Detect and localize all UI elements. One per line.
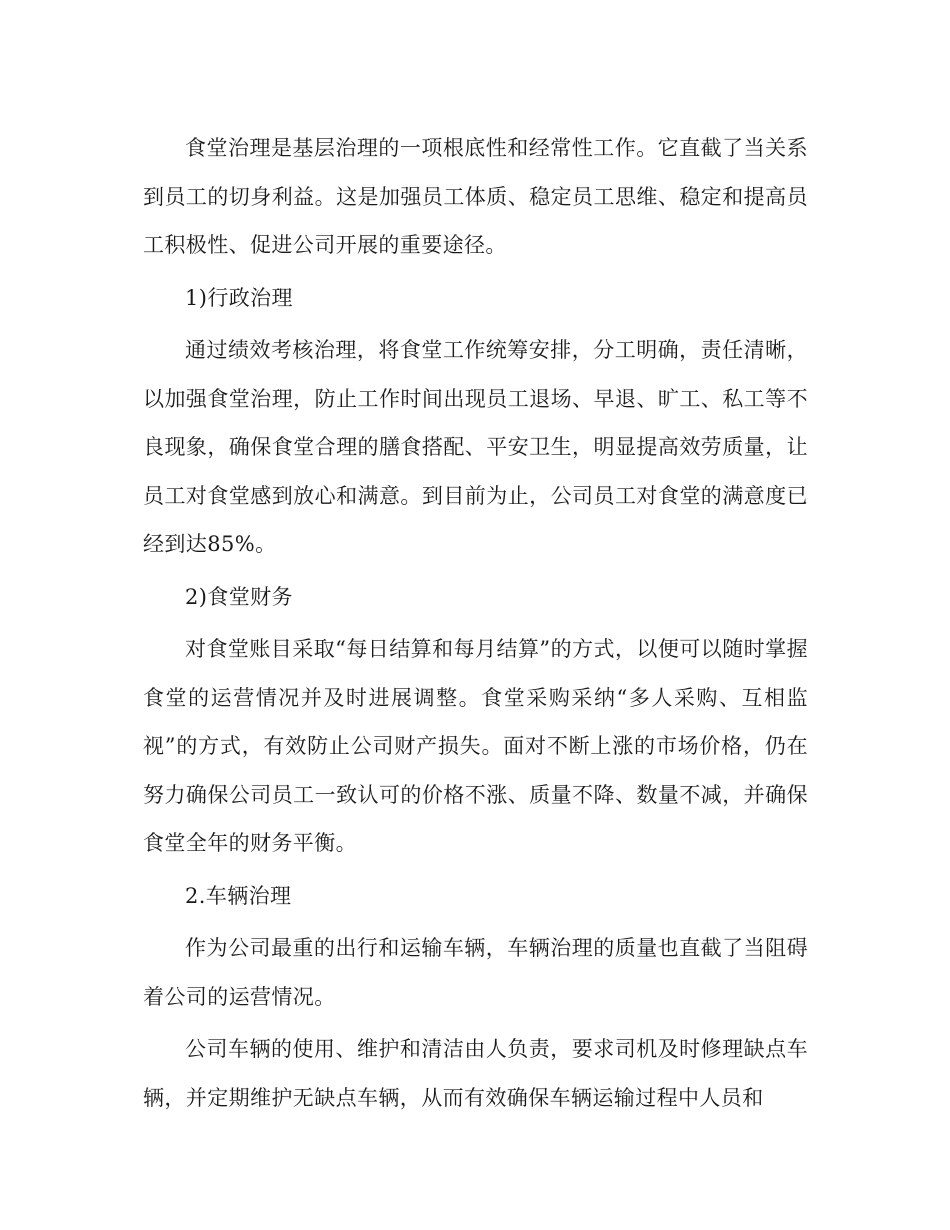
intro-paragraph: 食堂治理是基层治理的一项根底性和经常性工作。它直截了当关系到员工的切身利益。这是加强员工体质、稳定员工思维、稳定和提高员工积极性、促进公司开展的重要途径。 [143,136,808,257]
finance-paragraph: 对食堂账目采取“每日结算和每月结算”的方式，以便可以随时掌握食堂的运营情况并及时进展调整。食堂采购采纳“多人采购、互相监视”的方式，有效防止公司财产损失。面对不断上涨的市场价格，仍在努力确保公司员工一致认可的价格不涨、质量不降、数量不减，并确保食堂全年的财务平衡。 [143,637,808,855]
document-body [143,124,808,1126]
administrative-paragraph: 通过绩效考核治理，将食堂工作统筹安排，分工明确，责任清晰，以加强食堂治理，防止工作时间出现员工退场、早退、旷工、私工等不良现象，确保食堂合理的膳食搭配、平安卫生，明显提高效劳质量，让员工对食堂感到放心和满意。到目前为止，公司员工对食堂的满意度已经到达85%。 [143,338,808,556]
heading-canteen-finance: 2)食堂财务 [185,584,293,609]
heading-vehicle-management: 2.车辆治理 [185,883,292,908]
vehicle-intro-paragraph: 作为公司最重的出行和运输车辆，车辆治理的质量也直截了当阻碍着公司的运营情况。 [143,936,808,1009]
heading-administrative: 1)行政治理 [185,285,293,310]
vehicle-maintenance-paragraph: 公司车辆的使用、维护和清洁由人负责，要求司机及时修理缺点车辆，并定期维护无缺点车辆，从而有效确保车辆运输过程中人员和 [143,1037,808,1110]
